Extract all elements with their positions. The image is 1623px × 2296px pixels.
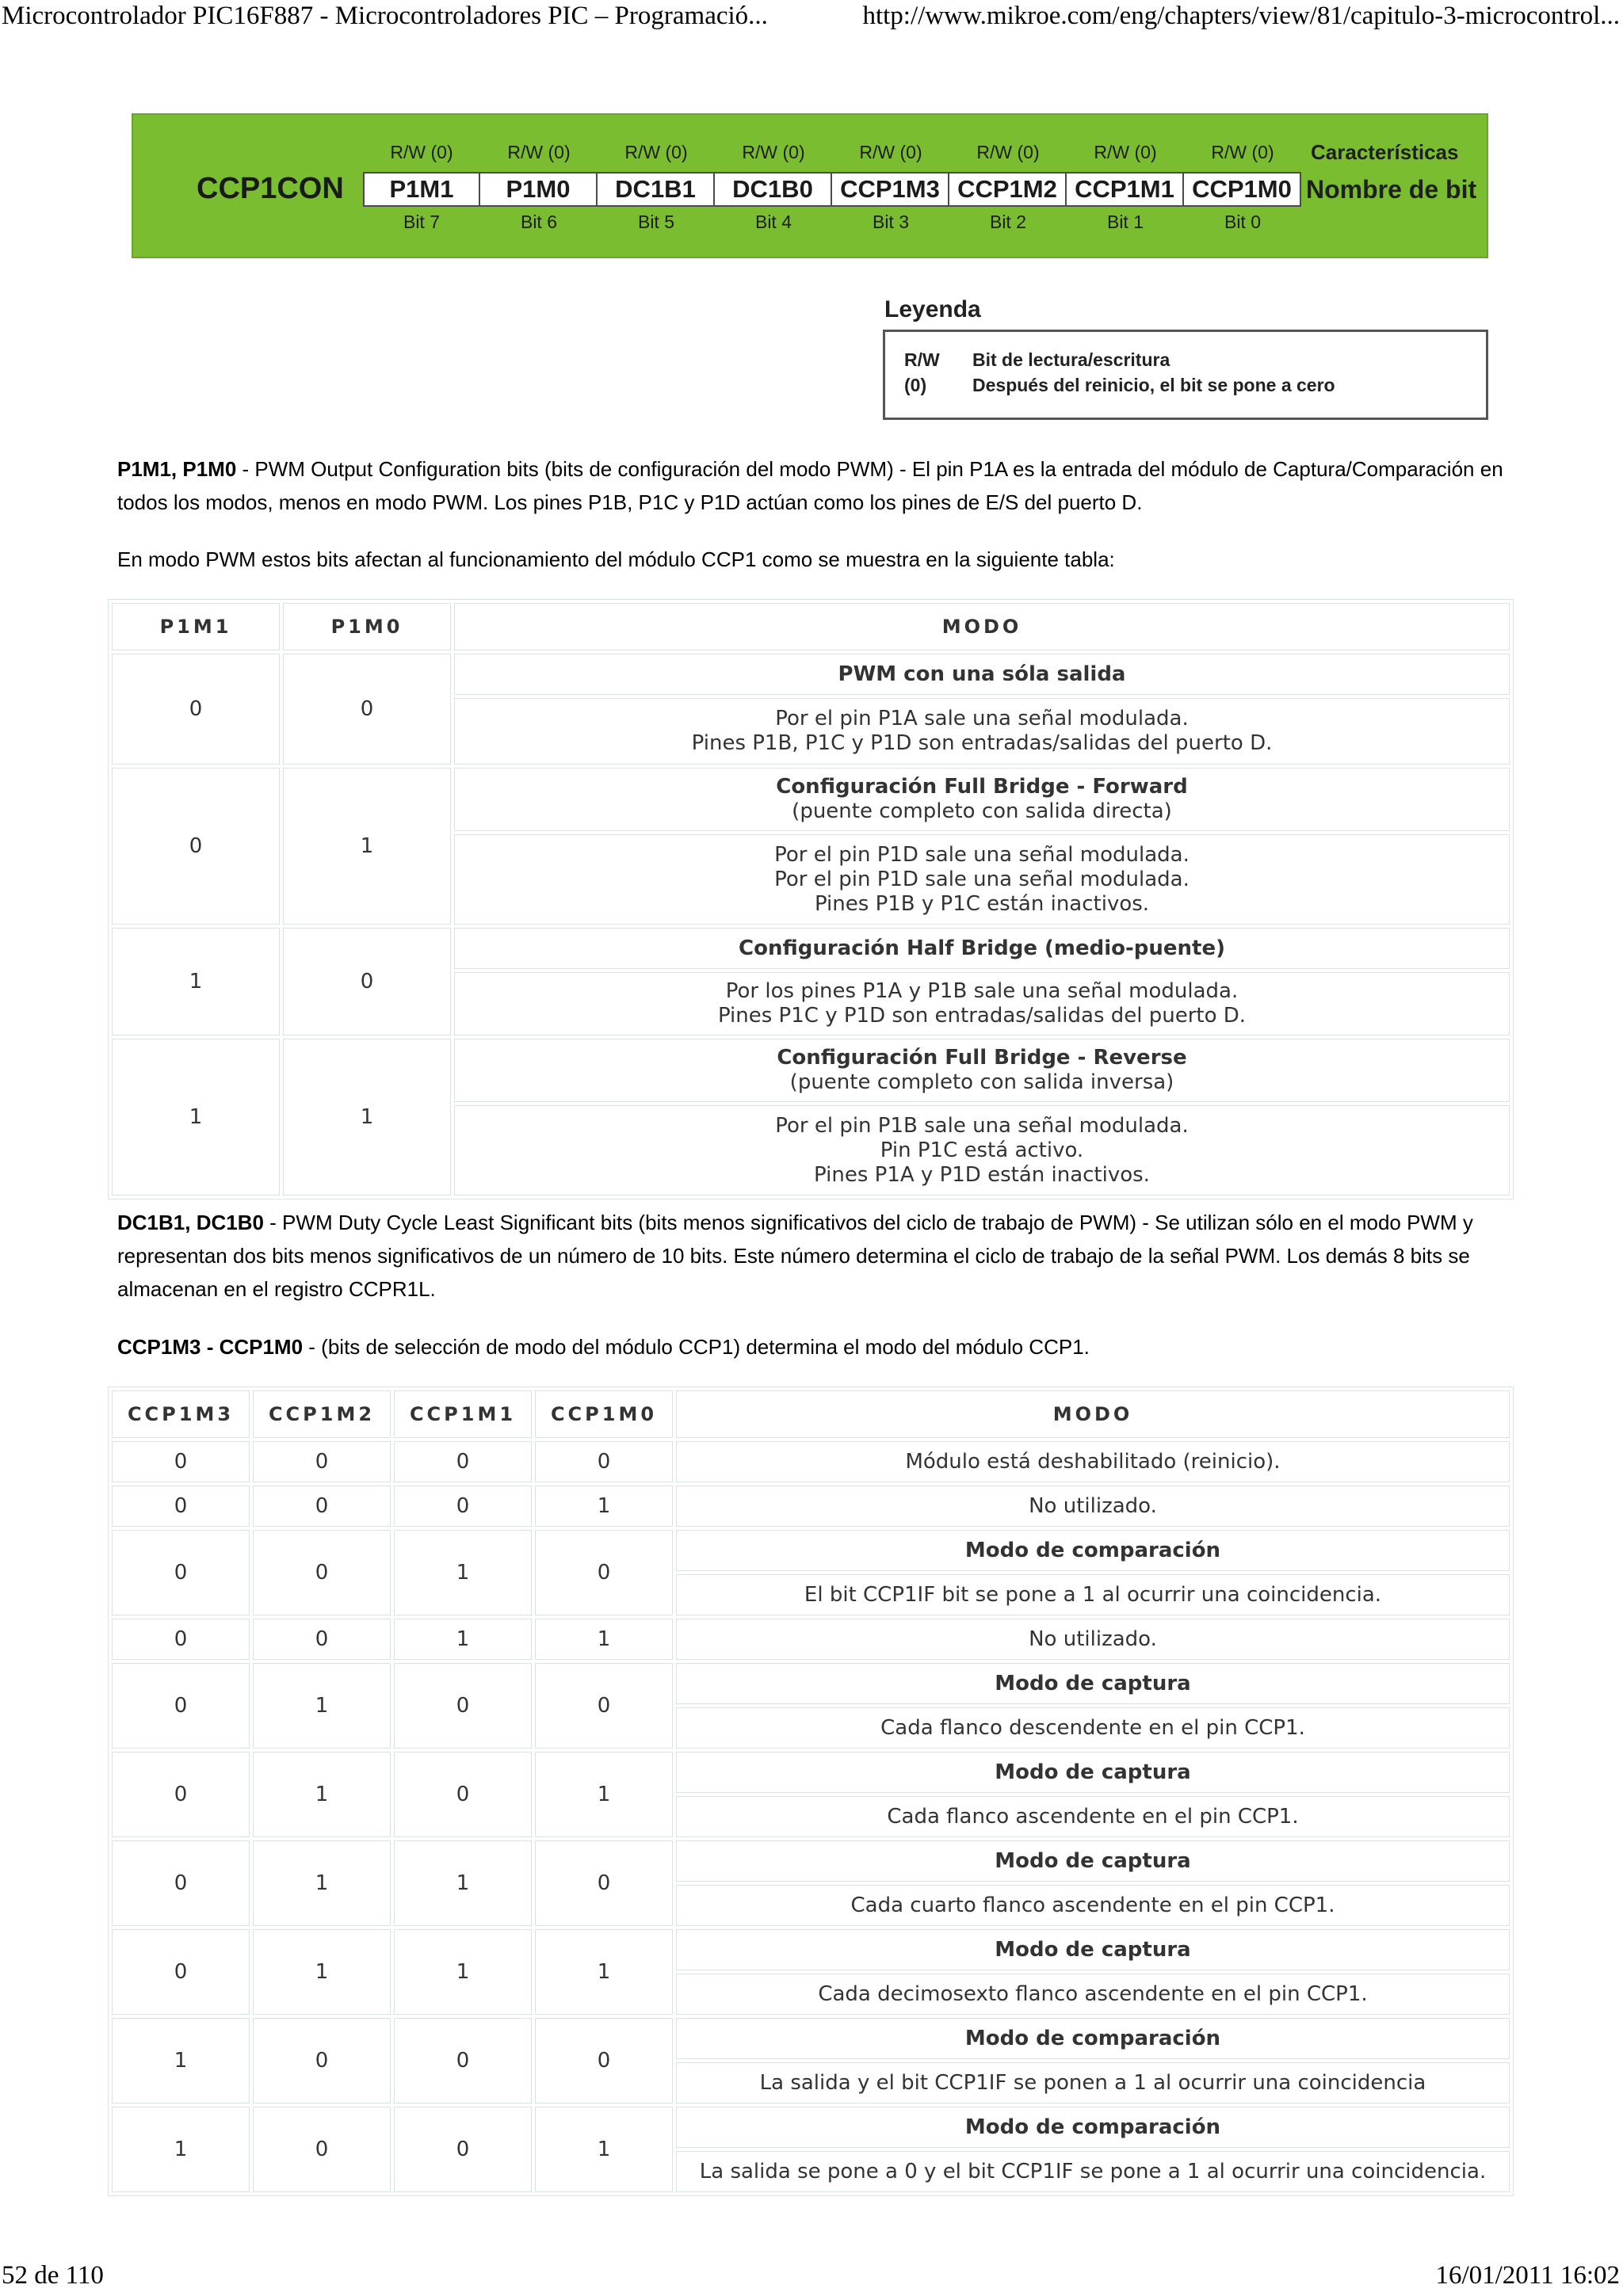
paragraph-term: P1M1, P1M0 xyxy=(117,457,237,481)
description-line: Por el pin P1D sale una señal modulada. xyxy=(774,842,1190,867)
table-cell: 0 xyxy=(112,1530,250,1615)
page-number: 52 de 110 xyxy=(2,2261,104,2290)
paragraph-dc1b xyxy=(117,1206,1512,1306)
column-header: MODO xyxy=(676,1390,1510,1438)
mode-title: Modo de comparación xyxy=(676,1530,1510,1571)
table-cell: 1 xyxy=(112,2018,250,2103)
bit-number: Bit 2 xyxy=(989,212,1027,232)
mode-description xyxy=(454,834,1510,925)
table-cell: 0 xyxy=(535,1840,673,1926)
table-row xyxy=(112,1441,1510,1482)
table-cell: 0 xyxy=(253,2018,391,2103)
mode-description: La salida se pone a 0 y el bit CCP1IF se pone a 1 al ocurrir una coincidencia. xyxy=(676,2151,1510,2192)
mode-subtitle: (puente completo con salida inversa) xyxy=(789,1070,1174,1094)
register-bit-cell: DC1B1 xyxy=(598,172,715,207)
rw-label: R/W (0) xyxy=(976,142,1040,162)
table-cell: 0 xyxy=(112,1486,250,1527)
table-cell: 1 xyxy=(535,2107,673,2192)
rw-label: R/W (0) xyxy=(624,142,688,162)
table-row xyxy=(112,1752,1510,1793)
mode-description xyxy=(454,1105,1510,1196)
mode-description: Cada flanco ascendente en el pin CCP1. xyxy=(676,1796,1510,1837)
register-bit-cell: CCP1M2 xyxy=(949,172,1067,207)
bit-number: Bit 3 xyxy=(872,212,910,232)
mode-title: Modo de captura xyxy=(676,1929,1510,1970)
column-header: CCP1M3 xyxy=(112,1390,250,1438)
mode-description: Cada decimosexto flanco ascendente en el pin CCP1. xyxy=(676,1974,1510,2015)
table-cell: 0 xyxy=(394,1752,532,1837)
table-cell: 0 xyxy=(253,1486,391,1527)
register-bit-cell: P1M1 xyxy=(363,172,480,207)
column-header: CCP1M2 xyxy=(253,1390,391,1438)
table-cell: 1 xyxy=(283,1039,451,1196)
mode-title: Configuración Half Bridge (medio-puente) xyxy=(454,928,1510,969)
bit-number: Bit 1 xyxy=(1106,212,1144,232)
description-line: Pines P1B, P1C y P1D son entradas/salidas del puerto D. xyxy=(691,731,1273,755)
table-cell: 1 xyxy=(535,1619,673,1660)
mode-description xyxy=(454,698,1510,765)
paragraph-ccp1m xyxy=(117,1330,1512,1363)
table-cell: 0 xyxy=(283,654,451,765)
table-cell: 0 xyxy=(283,928,451,1035)
description-line: Por el pin P1B sale una señal modulada. xyxy=(775,1113,1189,1138)
mode-description xyxy=(454,972,1510,1035)
table-cell: 0 xyxy=(535,2018,673,2103)
table-cell: 1 xyxy=(394,1530,532,1615)
rw-label: R/W (0) xyxy=(859,142,922,162)
bit-number: Bit 5 xyxy=(637,212,675,232)
table-cell: 1 xyxy=(535,1486,673,1527)
column-header: CCP1M1 xyxy=(394,1390,532,1438)
table-cell: 0 xyxy=(253,1530,391,1615)
description-line: Por el pin P1A sale una señal modulada. xyxy=(775,707,1189,730)
rw-label: R/W (0) xyxy=(1094,142,1157,162)
column-header: P1M0 xyxy=(283,603,451,650)
table-cell: 1 xyxy=(535,1929,673,2015)
mode-description: No utilizado. xyxy=(676,1619,1510,1660)
mode-title: Configuración Full Bridge - Reverse xyxy=(777,1046,1187,1070)
table-cell: 1 xyxy=(283,768,451,925)
mode-description: La salida y el bit CCP1IF se ponen a 1 al ocurrir una coincidencia xyxy=(676,2062,1510,2103)
table-row xyxy=(112,1486,1510,1527)
print-timestamp: 16/01/2011 16:02 xyxy=(1435,2261,1620,2290)
table-cell: 1 xyxy=(535,1752,673,1837)
table-cell: 0 xyxy=(112,768,280,925)
description-line: Pines P1A y P1D están inactivos. xyxy=(814,1162,1150,1187)
table-cell: 0 xyxy=(394,1486,532,1527)
table-cell: 0 xyxy=(112,1663,250,1749)
register-bit-cell: CCP1M3 xyxy=(832,172,949,207)
page-url: http://www.mikroe.com/eng/chapters/view/81/capitulo-3-microcontrol... xyxy=(862,2,1620,30)
bit-name-label: Nombre de bit xyxy=(1306,175,1477,204)
table-row xyxy=(112,2018,1510,2059)
paragraph-text: - (bits de selección de modo del módulo CCP1) determina el modo del módulo CCP1. xyxy=(303,1335,1090,1359)
legend-text: Después del reinicio, el bit se pone a cero xyxy=(972,375,1335,395)
table-cell: 1 xyxy=(112,2107,250,2192)
legend-box xyxy=(883,330,1488,420)
mode-title-cell xyxy=(454,1039,1510,1102)
table-row xyxy=(112,1619,1510,1660)
table-row xyxy=(112,1530,1510,1571)
table-cell: 1 xyxy=(112,1039,280,1196)
table-cell: 0 xyxy=(394,2018,532,2103)
table-cell: 0 xyxy=(112,1441,250,1482)
table-cell: 1 xyxy=(253,1663,391,1749)
description-line: Pines P1C y P1D son entradas/salidas del puerto D. xyxy=(717,1004,1247,1028)
characteristics-label: Características xyxy=(1311,140,1459,164)
column-header: MODO xyxy=(454,603,1510,650)
table-row xyxy=(112,2107,1510,2148)
mode-description: Cada flanco descendente en el pin CCP1. xyxy=(676,1707,1510,1749)
table-cell: 0 xyxy=(112,1619,250,1660)
legend-title: Leyenda xyxy=(884,296,981,322)
table-cell: 1 xyxy=(394,1840,532,1926)
legend-row xyxy=(904,375,1335,396)
table-cell: 1 xyxy=(112,928,280,1035)
table-cell: 0 xyxy=(535,1663,673,1749)
mode-description: El bit CCP1IF bit se pone a 1 al ocurrir una coincidencia. xyxy=(676,1574,1510,1615)
description-line: Por los pines P1A y P1B sale una señal modulada. xyxy=(725,979,1239,1003)
register-bits xyxy=(363,172,1301,207)
bit-number: Bit 6 xyxy=(520,212,558,232)
mode-title: Configuración Full Bridge - Forward xyxy=(776,775,1188,799)
table-cell: 1 xyxy=(253,1929,391,2015)
table-cell: 0 xyxy=(112,654,280,765)
table-cell: 0 xyxy=(535,1530,673,1615)
mode-subtitle: (puente completo con salida directa) xyxy=(792,799,1172,823)
mode-title: Modo de comparación xyxy=(676,2018,1510,2059)
mode-description: Cada cuarto flanco ascendente en el pin CCP1. xyxy=(676,1885,1510,1926)
table-cell: 1 xyxy=(394,1929,532,2015)
mode-title: PWM con una sóla salida xyxy=(454,654,1510,695)
register-name: CCP1CON xyxy=(197,172,344,205)
legend-key: (0) xyxy=(904,375,927,395)
register-bit-cell: DC1B0 xyxy=(715,172,832,207)
rw-label: R/W (0) xyxy=(1211,142,1274,162)
table-cell: 0 xyxy=(394,1441,532,1482)
rw-label: R/W (0) xyxy=(390,142,453,162)
table-cell: 0 xyxy=(112,1840,250,1926)
page-title: Microcontrolador PIC16F887 - Microcontroladores PIC – Programació... xyxy=(2,2,768,30)
register-bit-cell: P1M0 xyxy=(480,172,598,207)
paragraph-text: - PWM Duty Cycle Least Significant bits (bits menos significativos del ciclo de trabajo de PWM) - Se utilizan sólo en el modo PWM y representan dos bits menos significativos de un número de 10 bits. Este número determina el ciclo de trabajo de la señal PWM. Los demás 8 bits se almacenan en el registro CCPR1L. xyxy=(117,1211,1473,1301)
mode-description: Módulo está deshabilitado (reinicio). xyxy=(676,1441,1510,1482)
register-bit-cell: CCP1M0 xyxy=(1184,172,1301,207)
table-cell: 1 xyxy=(394,1619,532,1660)
legend-text: Bit de lectura/escritura xyxy=(972,349,1170,370)
register-diagram xyxy=(132,113,1488,258)
table-cell: 0 xyxy=(253,1441,391,1482)
legend-row xyxy=(904,349,1170,371)
table-cell: 0 xyxy=(253,1619,391,1660)
pwm-mode-table xyxy=(108,599,1514,1199)
description-line: Pines P1B y P1C están inactivos. xyxy=(814,891,1150,916)
description-line: Pin P1C está activo. xyxy=(880,1138,1084,1162)
rw-label: R/W (0) xyxy=(742,142,805,162)
mode-description: No utilizado. xyxy=(676,1486,1510,1527)
legend-key: R/W xyxy=(904,349,940,370)
table-cell: 0 xyxy=(535,1441,673,1482)
column-header: P1M1 xyxy=(112,603,280,650)
table-row xyxy=(112,1663,1510,1704)
table-row xyxy=(112,1840,1510,1882)
description-line: Por el pin P1D sale una señal modulada. xyxy=(774,867,1190,891)
mode-title: Modo de captura xyxy=(676,1752,1510,1793)
ccp1-mode-table xyxy=(108,1386,1514,2196)
bit-number: Bit 4 xyxy=(754,212,792,232)
table-row xyxy=(112,1929,1510,1970)
paragraph-term: CCP1M3 - CCP1M0 xyxy=(117,1335,304,1359)
table-cell: 1 xyxy=(253,1840,391,1926)
mode-title: Modo de comparación xyxy=(676,2107,1510,2148)
rw-label: R/W (0) xyxy=(507,142,571,162)
paragraph-pwm-intro: En modo PWM estos bits afectan al funcionamiento del módulo CCP1 como se muestra en la siguiente tabla: xyxy=(117,547,1115,571)
table-cell: 0 xyxy=(112,1929,250,2015)
table-cell: 0 xyxy=(394,2107,532,2192)
column-header: CCP1M0 xyxy=(535,1390,673,1438)
table-cell: 0 xyxy=(112,1752,250,1837)
paragraph-p1m xyxy=(117,452,1512,519)
mode-title: Modo de captura xyxy=(676,1840,1510,1882)
bit-number: Bit 7 xyxy=(403,212,441,232)
paragraph-term: DC1B1, DC1B0 xyxy=(117,1211,264,1234)
mode-title-cell xyxy=(454,768,1510,831)
paragraph-text: - PWM Output Configuration bits (bits de configuración del modo PWM) - El pin P1A es la entrada del módulo de Captura/Comparación en todos los modos, menos en modo PWM. Los pines P1B, P1C y P1D actúan como los pines de E/S del puerto D. xyxy=(117,457,1503,514)
table-cell: 1 xyxy=(253,1752,391,1837)
register-bit-cell: CCP1M1 xyxy=(1067,172,1184,207)
bit-number: Bit 0 xyxy=(1224,212,1262,232)
table-cell: 0 xyxy=(253,2107,391,2192)
table-cell: 0 xyxy=(394,1663,532,1749)
mode-title: Modo de captura xyxy=(676,1663,1510,1704)
